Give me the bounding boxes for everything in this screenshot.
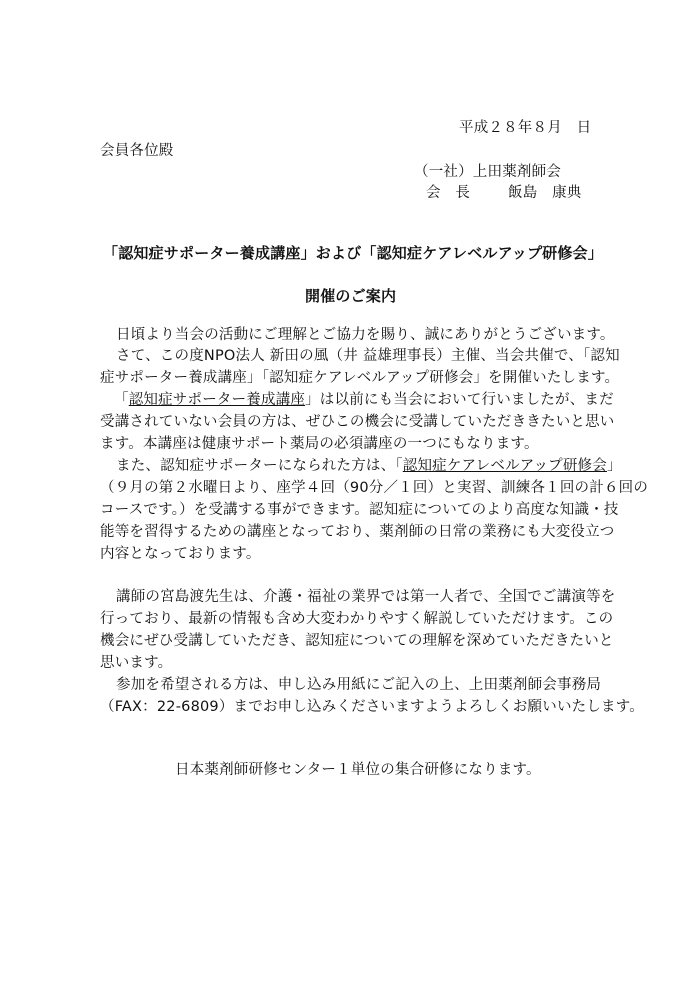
recipient-line: 会員各位殿 — [100, 143, 174, 159]
paragraph-4-line-1-pre: また、認知症サポーターになられた方は、「 — [116, 458, 403, 474]
footer-note: 日本薬剤師研修センター１単位の集合研修になります。 — [175, 762, 541, 778]
paragraph-5-line-2: 行っており、最新の情報も含め大変わかりやすく解説していただけます。この — [100, 611, 614, 627]
paragraph-3-line-2: 受講されていない会員の方は、ぜひこの機会に受講していただききたいと思い — [100, 414, 615, 430]
paragraph-4-line-3: コースです。）を受講する事ができます。認知症についてのより高度な知識・技 — [100, 502, 619, 518]
paragraph-3-line-3: ます。本講座は健康サポート薬局の必須講座の一つにもなります。 — [100, 436, 539, 452]
sender-organization: （一社）上田薬剤師会 — [414, 164, 561, 180]
paragraph-5-line-1: 講師の宮島渡先生は、介護・福祉の業界では第一人者で、全国でご講演等を — [116, 589, 616, 605]
paragraph-1: 日頃より当会の活動にご理解とご協力を賜り、誠にありがとうございます。 — [116, 327, 615, 343]
open-bracket: 「 — [114, 392, 129, 408]
paragraph-2-line-1: さて、この度NPO法人 新田の風（井 益雄理事長）主催、当会共催で、「認知 — [116, 348, 620, 364]
course-name-care-level-up: 認知症ケアレベルアップ研修会 — [402, 458, 607, 474]
sender-name: 飯島 康典 — [508, 185, 582, 201]
sender-title: 会 長 — [426, 185, 471, 201]
date-line: 平成２８年８月 日 — [459, 120, 592, 136]
paragraph-3-line-1 — [114, 390, 614, 410]
paragraph-2-line-2: 症サポーター養成講座」「認知症ケアレベルアップ研修会」を開催いたします。 — [100, 370, 620, 386]
paragraph-4-line-4: 能等を習得するための講座となっており、薬剤師の日常の業務にも大変役立つ — [100, 524, 615, 540]
paragraph-5-line-4: 思います。 — [100, 655, 173, 671]
paragraph-5-line-3: 機会にぜひ受講していただき、認知症についての理解を深めていただきたいと — [100, 633, 614, 649]
paragraph-3-line-1-rest: 」は以前にも当会において行いましたが、まだ — [305, 392, 614, 408]
paragraph-4-line-1-post: 」 — [606, 458, 622, 474]
paragraph-6-line-2: （FAX：22-6809）までお申し込みくださいますようよろしくお願いいたします。 — [100, 699, 644, 715]
title-line-2: 開催のご案内 — [305, 287, 397, 305]
paragraph-4-line-5: 内容となっております。 — [100, 546, 261, 562]
paragraph-4-line-1 — [116, 456, 622, 476]
course-name-supporter: 認知症サポーター養成講座 — [128, 392, 306, 408]
paragraph-6-line-1: 参加を希望される方は、申し込み用紙にご記入の上、上田薬剤師会事務局 — [116, 677, 602, 693]
paragraph-4-line-2: （９月の第２水曜日より、座学４回（90分／１回）と実習、訓練各１回の計６回の — [100, 480, 649, 496]
title-line-1: 「認知症サポーター養成講座」および「認知症ケアレベルアップ研修会」 — [103, 244, 603, 262]
